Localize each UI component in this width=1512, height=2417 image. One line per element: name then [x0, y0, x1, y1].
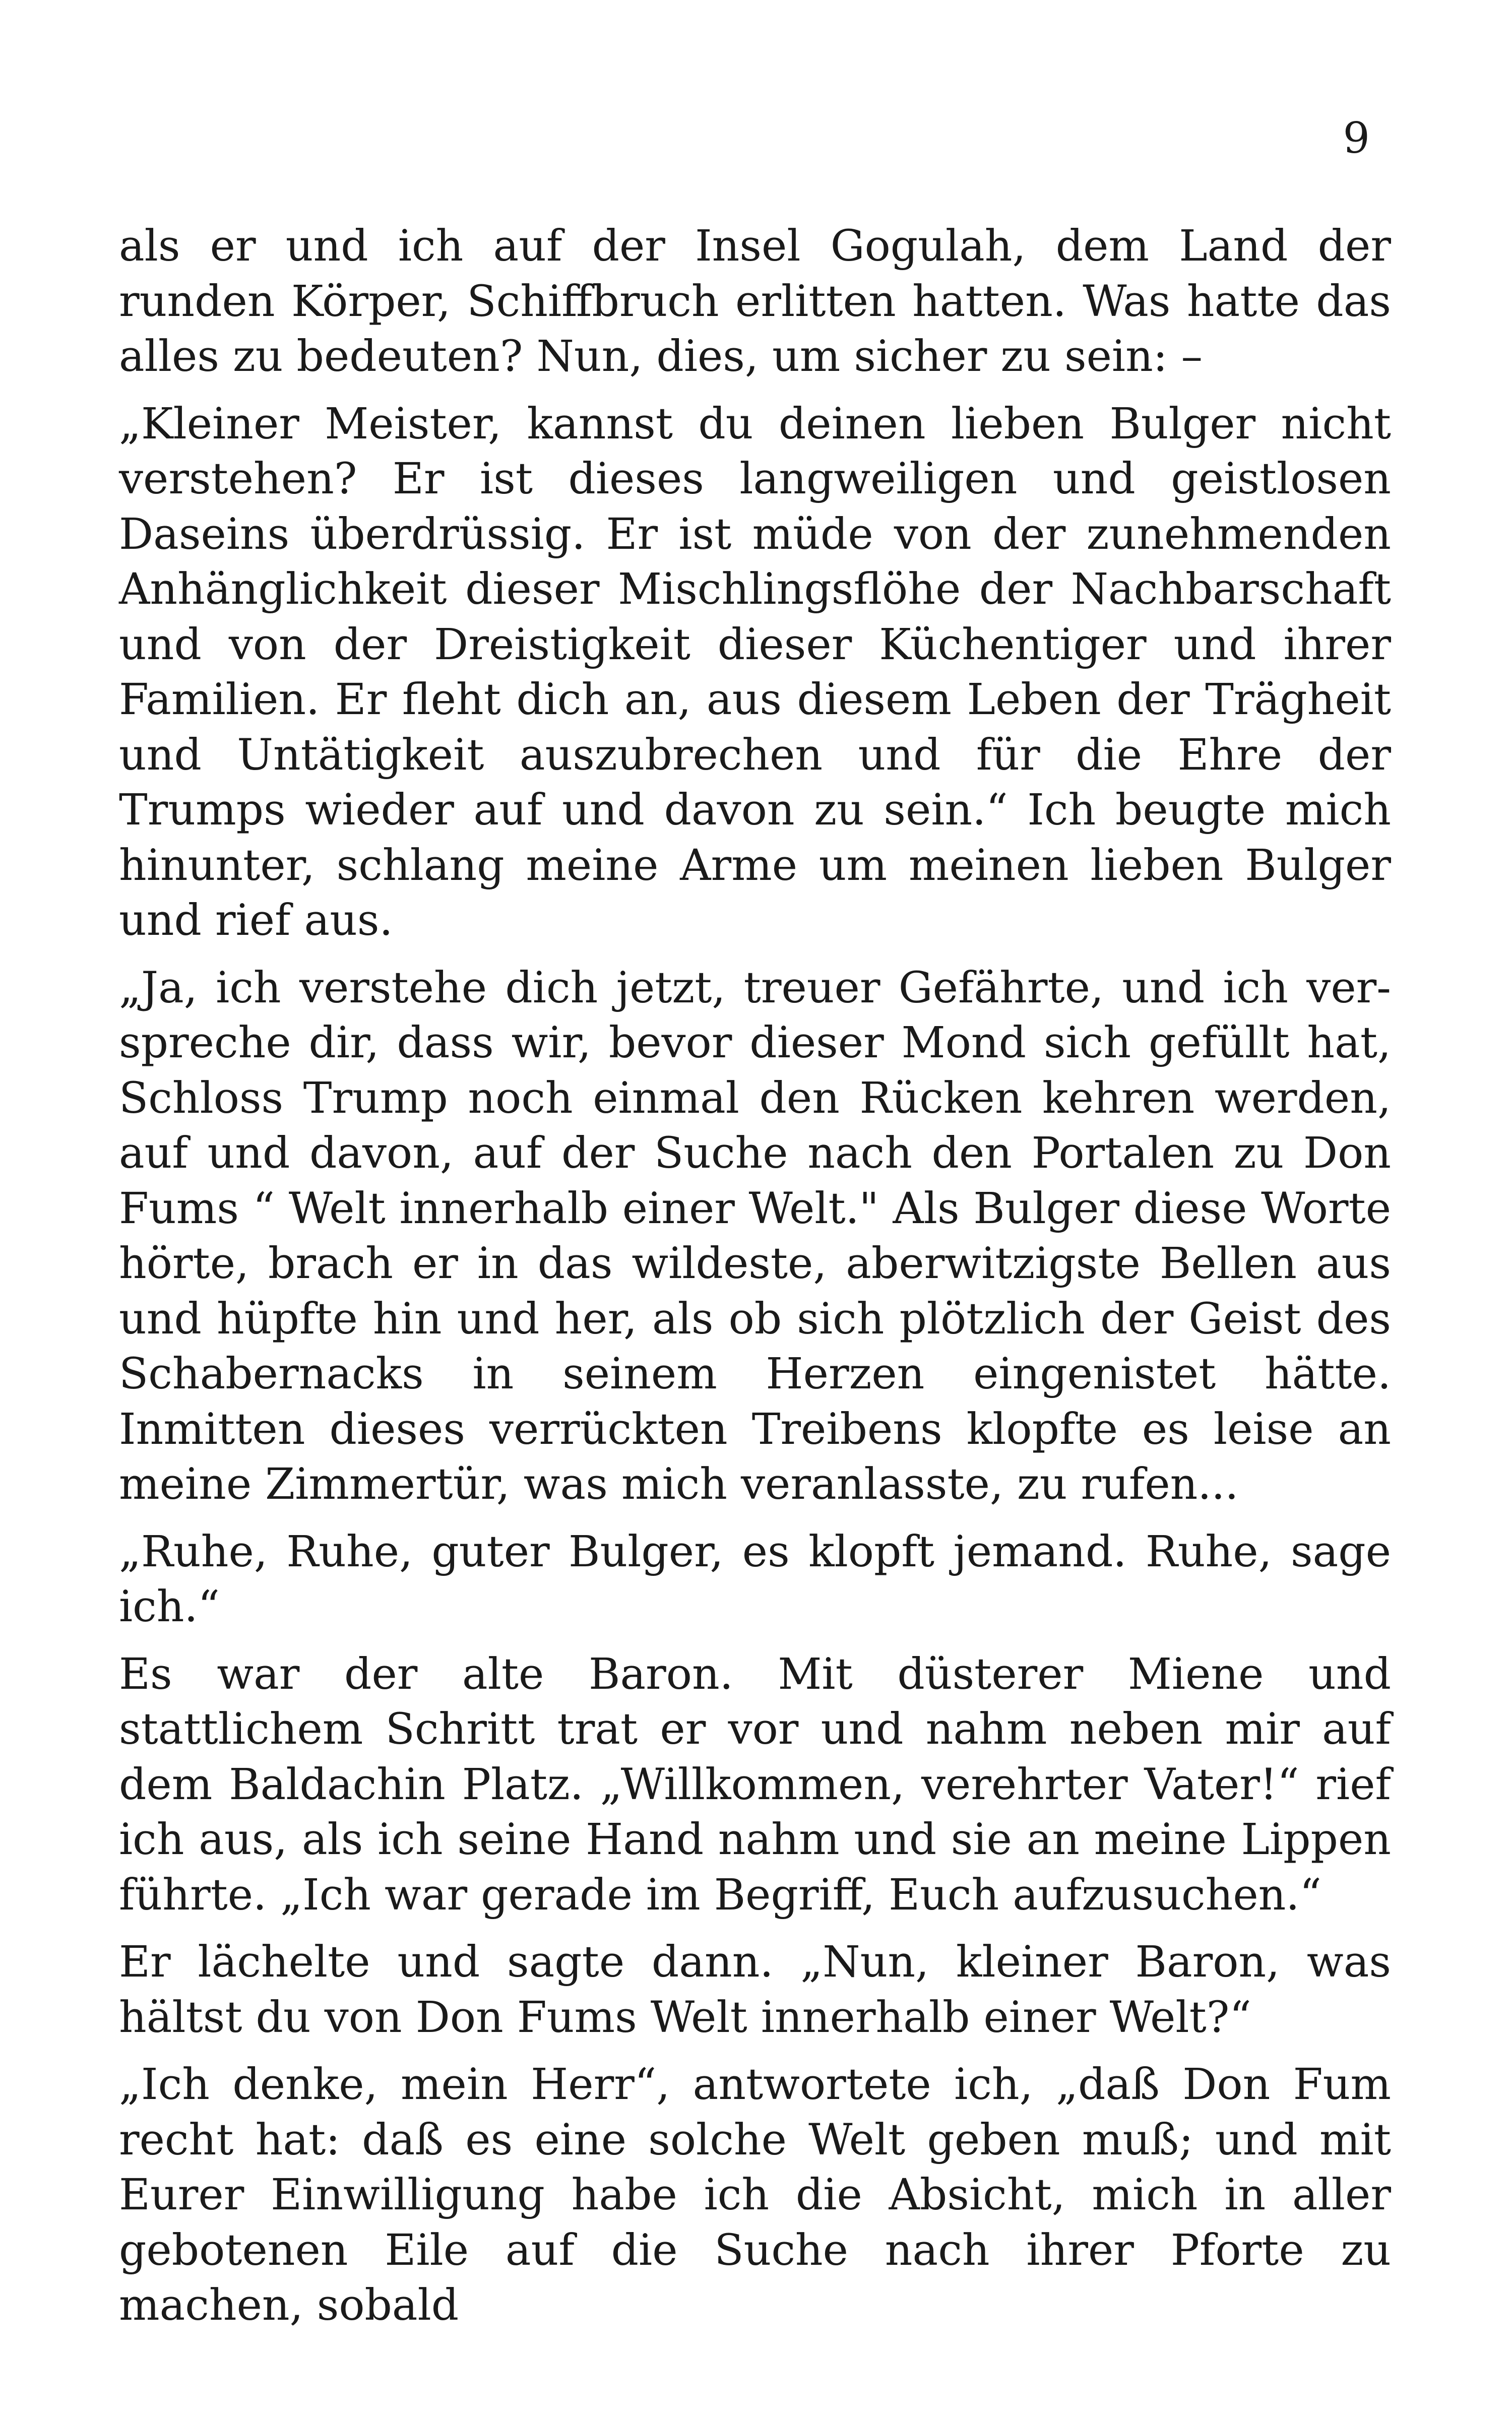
paragraph: Er lächelte und sagte dann. „Nun, kleiner Baron, was hältst du von Don Fums Welt innerhalb einer Welt?“ — [119, 1937, 1391, 2043]
paragraph: „Ich denke, mein Herr“, antwortete ich, „daß Don Fum recht hat: daß es eine solche Welt geben muß; und mit Eurer Einwilligung habe ich die Absicht, mich in aller gebotenen Eile auf die Suche nach ihrer Pforte zu machen, sobald — [119, 2060, 1391, 2330]
paragraph: Es war der alte Baron. Mit düsterer Miene und stattlichem Schritt trat er vor und nahm neben mir auf dem Baldachin Platz. „Willkommen, verehrter Vater!“ rief ich aus, als ich seine Hand nahm und sie an meine Lippen führte. „Ich war gerade im Begriff, Euch aufzusuchen.“ — [119, 1649, 1391, 1920]
paragraph: „Ruhe, Ruhe, guter Bulger, es klopft jemand. Ruhe, sage ich.“ — [119, 1526, 1391, 1632]
paragraph: „Kleiner Meister, kannst du deinen lieben Bulger nicht verstehen? Er ist dieses langweiligen und geistlosen Daseins überdrüssig. Er ist müde von der zunehmenden Anhänglichkeit dieser Mischlingsflöhe der Nachbarschaft und von der Dreistigkeit dieser Küchentiger und ihrer Familien. Er fleht dich an, aus diesem Leben der Trägheit und Untätigkeit auszubrechen und für die Ehre der Trumps wieder auf und davon zu sein.“ Ich beugte mich hinunter, schlang meine Arme um meinen lieben Bulger und rief aus. — [119, 399, 1391, 945]
body-text — [119, 219, 1391, 2345]
page-number: 9 — [1343, 113, 1370, 163]
paragraph: „Ja, ich verstehe dich jetzt, treuer Gefährte, und ich verspreche dir, dass wir, bevor dieser Mond sich gefüllt hat, Schloss Trump noch einmal den Rücken kehren werden, auf und davon, auf der Suche nach den Portalen zu Don Fums “ Welt innerhalb einer Welt." Als Bulger diese Worte hörte, brach er in das wildeste, aberwitzigste Bellen aus und hüpfte hin und her, als ob sich plötzlich der Geist des Schabernacks in seinem Herzen eingenistet hätte. Inmitten dieses verrückten Treibens klopfte es leise an meine Zimmertür, was mich veranlasste, zu rufen... — [119, 963, 1391, 1509]
paragraph: als er und ich auf der Insel Gogulah, dem Land der runden Körper, Schiffbruch erlitten hatten. Was hatte das alles zu bedeuten? Nun, dies, um sicher zu sein: – — [119, 221, 1391, 381]
